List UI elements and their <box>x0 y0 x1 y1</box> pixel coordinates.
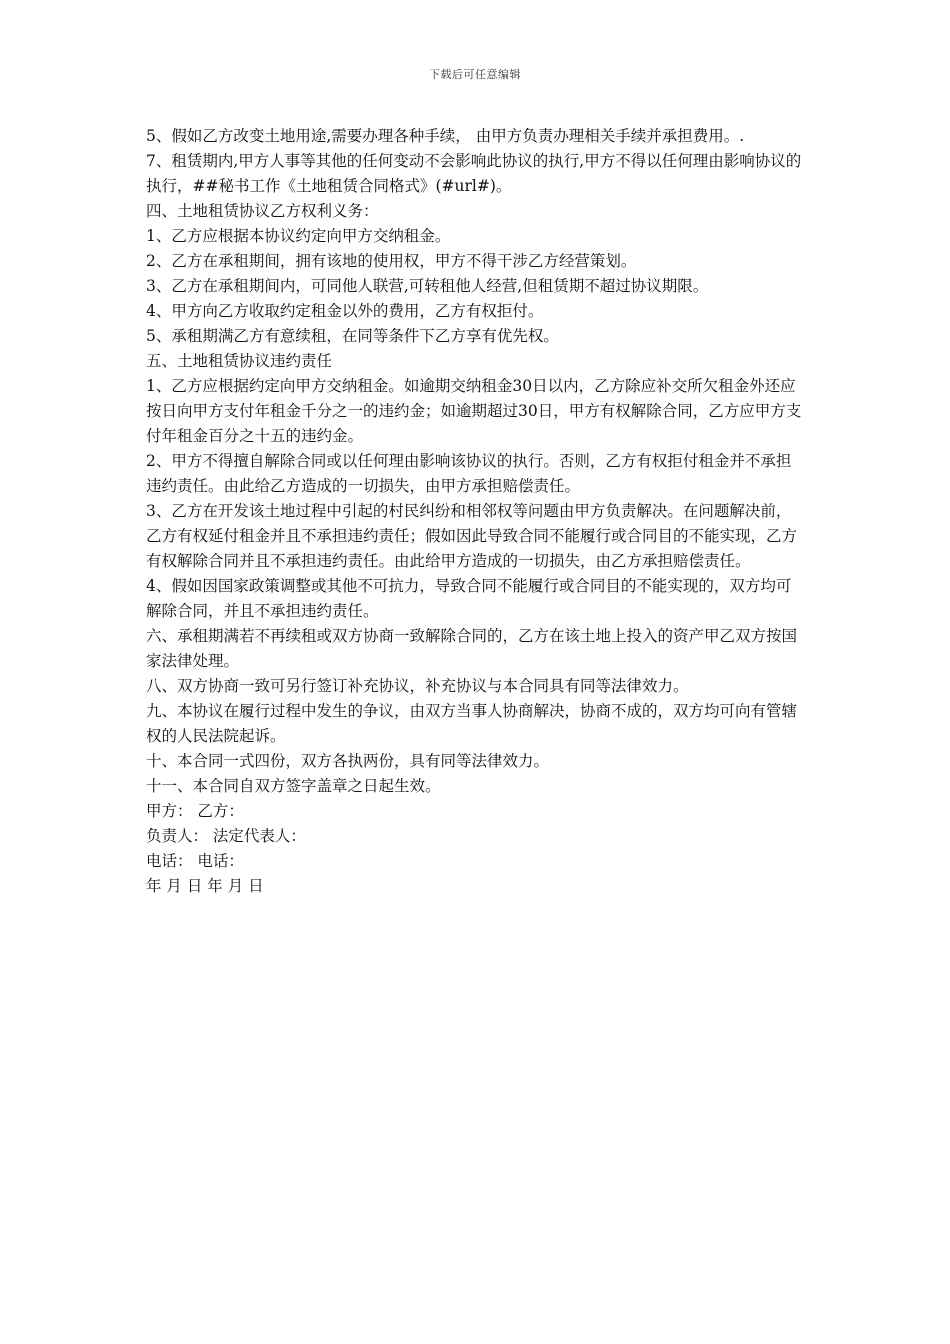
paragraph: 2、甲方不得擅自解除合同或以任何理由影响该协议的执行。否则，乙方有权拒付租金并不承担违约责任。由此给乙方造成的一切损失，由甲方承担赔偿责任。 <box>146 452 792 495</box>
section-heading: 四、土地租赁协议乙方权利义务： <box>146 202 379 220</box>
signature-phones: 电话： 电话： <box>146 852 244 870</box>
signature-representatives: 负责人： 法定代表人： <box>146 827 306 845</box>
paragraph: 1、乙方应根据本协议约定向甲方交纳租金。 <box>146 227 451 245</box>
paragraph: 3、乙方在承租期间内，可同他人联营,可转租他人经营,但租赁期不超过协议期限。 <box>146 277 709 295</box>
paragraph: 5、假如乙方改变土地用途,需要办理各种手续， 由甲方负责办理相关手续并承担费用。. <box>146 127 745 145</box>
paragraph: 八、双方协商一致可另行签订补充协议，补充协议与本合同具有同等法律效力。 <box>146 677 689 695</box>
paragraph: 4、假如因国家政策调整或其他不可抗力，导致合同不能履行或合同目的不能实现的，双方均可解除合同，并且不承担违约责任。 <box>146 577 792 620</box>
section-heading: 五、土地租赁协议违约责任 <box>146 352 333 370</box>
signature-dates: 年 月 日 年 月 日 <box>146 877 264 895</box>
header-note: 下载后可任意编辑 <box>429 68 521 81</box>
paragraph: 六、承租期满若不再续租或双方协商一致解除合同的，乙方在该土地上投入的资产甲乙双方按国家法律处理。 <box>146 627 798 670</box>
paragraph: 3、乙方在开发该土地过程中引起的村民纠纷和相邻权等问题由甲方负责解决。在问题解决前，乙方有权延付租金并且不承担违约责任；假如因此导致合同不能履行或合同目的不能实现，乙方有权解除合同并且不承担违约责任。由此给甲方造成的一切损失，由乙方承担赔偿责任。 <box>146 502 798 570</box>
paragraph: 1、乙方应根据约定向甲方交纳租金。如逾期交纳租金30日以内，乙方除应补交所欠租金外还应按日向甲方支付年租金千分之一的违约金；如逾期超过30日，甲方有权解除合同，乙方应甲方支付年租金百分之十五的违约金。 <box>146 377 802 445</box>
paragraph: 2、乙方在承租期间，拥有该地的使用权，甲方不得干涉乙方经营策划。 <box>146 252 637 270</box>
paragraph: 7、租赁期内,甲方人事等其他的任何变动不会影响此协议的执行,甲方不得以任何理由影响协议的执行，##秘书工作《土地租赁合同格式》(#url#)。 <box>146 152 802 195</box>
signature-parties: 甲方： 乙方： <box>146 802 244 820</box>
paragraph: 4、甲方向乙方收取约定租金以外的费用，乙方有权拒付。 <box>146 302 544 320</box>
paragraph: 九、本协议在履行过程中发生的争议，由双方当事人协商解决，协商不成的，双方均可向有管辖权的人民法院起诉。 <box>146 702 798 745</box>
document-body <box>146 124 806 899</box>
paragraph: 十、本合同一式四份，双方各执两份，具有同等法律效力。 <box>146 752 550 770</box>
paragraph: 十一、本合同自双方签字盖章之日起生效。 <box>146 777 441 795</box>
paragraph: 5、承租期满乙方有意续租，在同等条件下乙方享有优先权。 <box>146 327 559 345</box>
